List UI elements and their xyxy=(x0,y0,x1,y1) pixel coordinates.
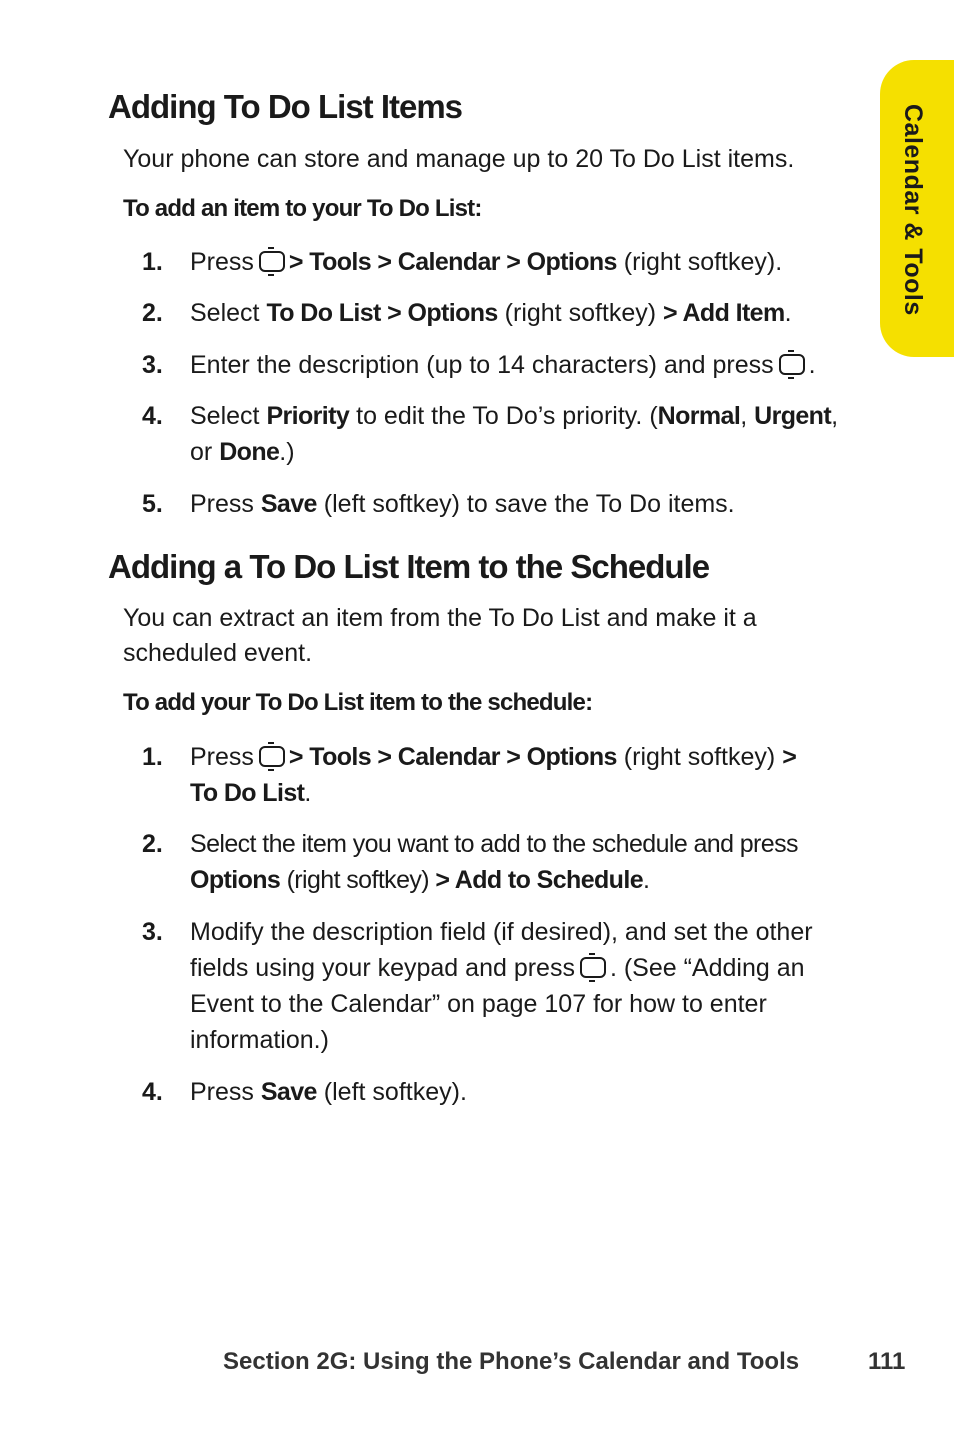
step-bold: > Add to Schedule xyxy=(435,866,644,894)
s1-step-4 xyxy=(142,398,842,470)
step-number: 2. xyxy=(142,830,163,858)
step-text: . xyxy=(304,779,312,807)
step-bold: > Tools > Calendar > Options xyxy=(288,248,617,276)
step-number: 1. xyxy=(142,248,163,276)
step-bold: > To Do List xyxy=(190,743,797,807)
step-text: Enter the description (up to 14 characters) and press xyxy=(190,351,774,379)
step-number: 1. xyxy=(142,743,163,771)
step-text: Press xyxy=(190,490,261,518)
step-text: . xyxy=(784,299,792,327)
menu-ok-key-icon xyxy=(580,957,606,978)
s2-step-1 xyxy=(142,739,842,811)
section-tab xyxy=(880,60,954,357)
step-text: . xyxy=(643,866,650,894)
s2-step-4 xyxy=(142,1074,842,1110)
footer-section-title: Section 2G: Using the Phone’s Calendar and Tools xyxy=(223,1348,800,1375)
step-text: . (See “Adding an Event to the Calendar” on page 107 for how to enter information.) xyxy=(190,954,805,1054)
step-bold: Options xyxy=(190,866,281,894)
step-text: (right softkey) xyxy=(497,299,664,327)
step-text: Press xyxy=(190,248,254,276)
step-bold: Priority xyxy=(266,402,350,430)
step-bold: > Tools > Calendar > Options xyxy=(288,743,617,771)
menu-ok-key-icon xyxy=(779,354,805,375)
s2-step-3 xyxy=(142,914,842,1058)
step-number: 4. xyxy=(142,402,163,430)
step-text: Select the item you want to add to the schedule and press xyxy=(190,830,798,858)
step-text: , or xyxy=(190,402,839,466)
step-bold: Save xyxy=(260,490,317,518)
step-bold: Save xyxy=(260,1078,317,1106)
s1-step-5 xyxy=(142,486,842,522)
step-text: Press xyxy=(190,743,254,771)
section1-intro: Your phone can store and manage up to 20 To Do List items. xyxy=(123,145,795,173)
step-text: (right softkey). xyxy=(616,248,783,276)
step-text: (left softkey). xyxy=(316,1078,467,1106)
step-text: Modify the description field (if desired), and set the other fields using your keypad and press xyxy=(190,918,813,982)
step-text: (right softkey) xyxy=(280,866,436,894)
section1-title: Adding To Do List Items xyxy=(108,88,463,125)
menu-ok-key-icon xyxy=(259,746,285,767)
menu-ok-key-icon xyxy=(259,251,285,272)
step-text: . xyxy=(808,351,816,379)
step-text: , xyxy=(740,402,755,430)
step-text: Press xyxy=(190,1078,261,1106)
s1-step-2 xyxy=(142,295,842,331)
step-number: 4. xyxy=(142,1078,163,1106)
step-text: Select xyxy=(190,299,267,327)
step-bold: Normal xyxy=(657,402,741,430)
step-text: (right softkey) xyxy=(616,743,783,771)
section2-lead: To add your To Do List item to the schedule: xyxy=(123,689,593,716)
step-text: to edit the To Do’s priority. ( xyxy=(349,402,658,430)
step-text: (left softkey) to save the To Do items. xyxy=(316,490,735,518)
step-bold: To Do List > Options xyxy=(266,299,498,327)
s1-step-1 xyxy=(142,244,842,280)
s2-step-2 xyxy=(142,826,842,898)
step-number: 2. xyxy=(142,299,163,327)
step-bold: > Add Item xyxy=(663,299,785,327)
step-bold: Urgent xyxy=(754,402,832,430)
section2-title: Adding a To Do List Item to the Schedule xyxy=(108,548,710,585)
step-text: .) xyxy=(279,438,295,466)
step-number: 3. xyxy=(142,918,163,946)
s1-step-3 xyxy=(142,347,842,383)
step-text: Select xyxy=(190,402,267,430)
step-number: 3. xyxy=(142,351,163,379)
page-number: 111 xyxy=(868,1348,906,1375)
section-tab-label: Calendar & Tools xyxy=(899,104,927,316)
step-bold: Done xyxy=(219,438,280,466)
section2-intro: You can extract an item from the To Do List and make it a scheduled event. xyxy=(123,604,757,667)
section1-lead: To add an item to your To Do List: xyxy=(123,195,482,222)
step-number: 5. xyxy=(142,490,163,518)
